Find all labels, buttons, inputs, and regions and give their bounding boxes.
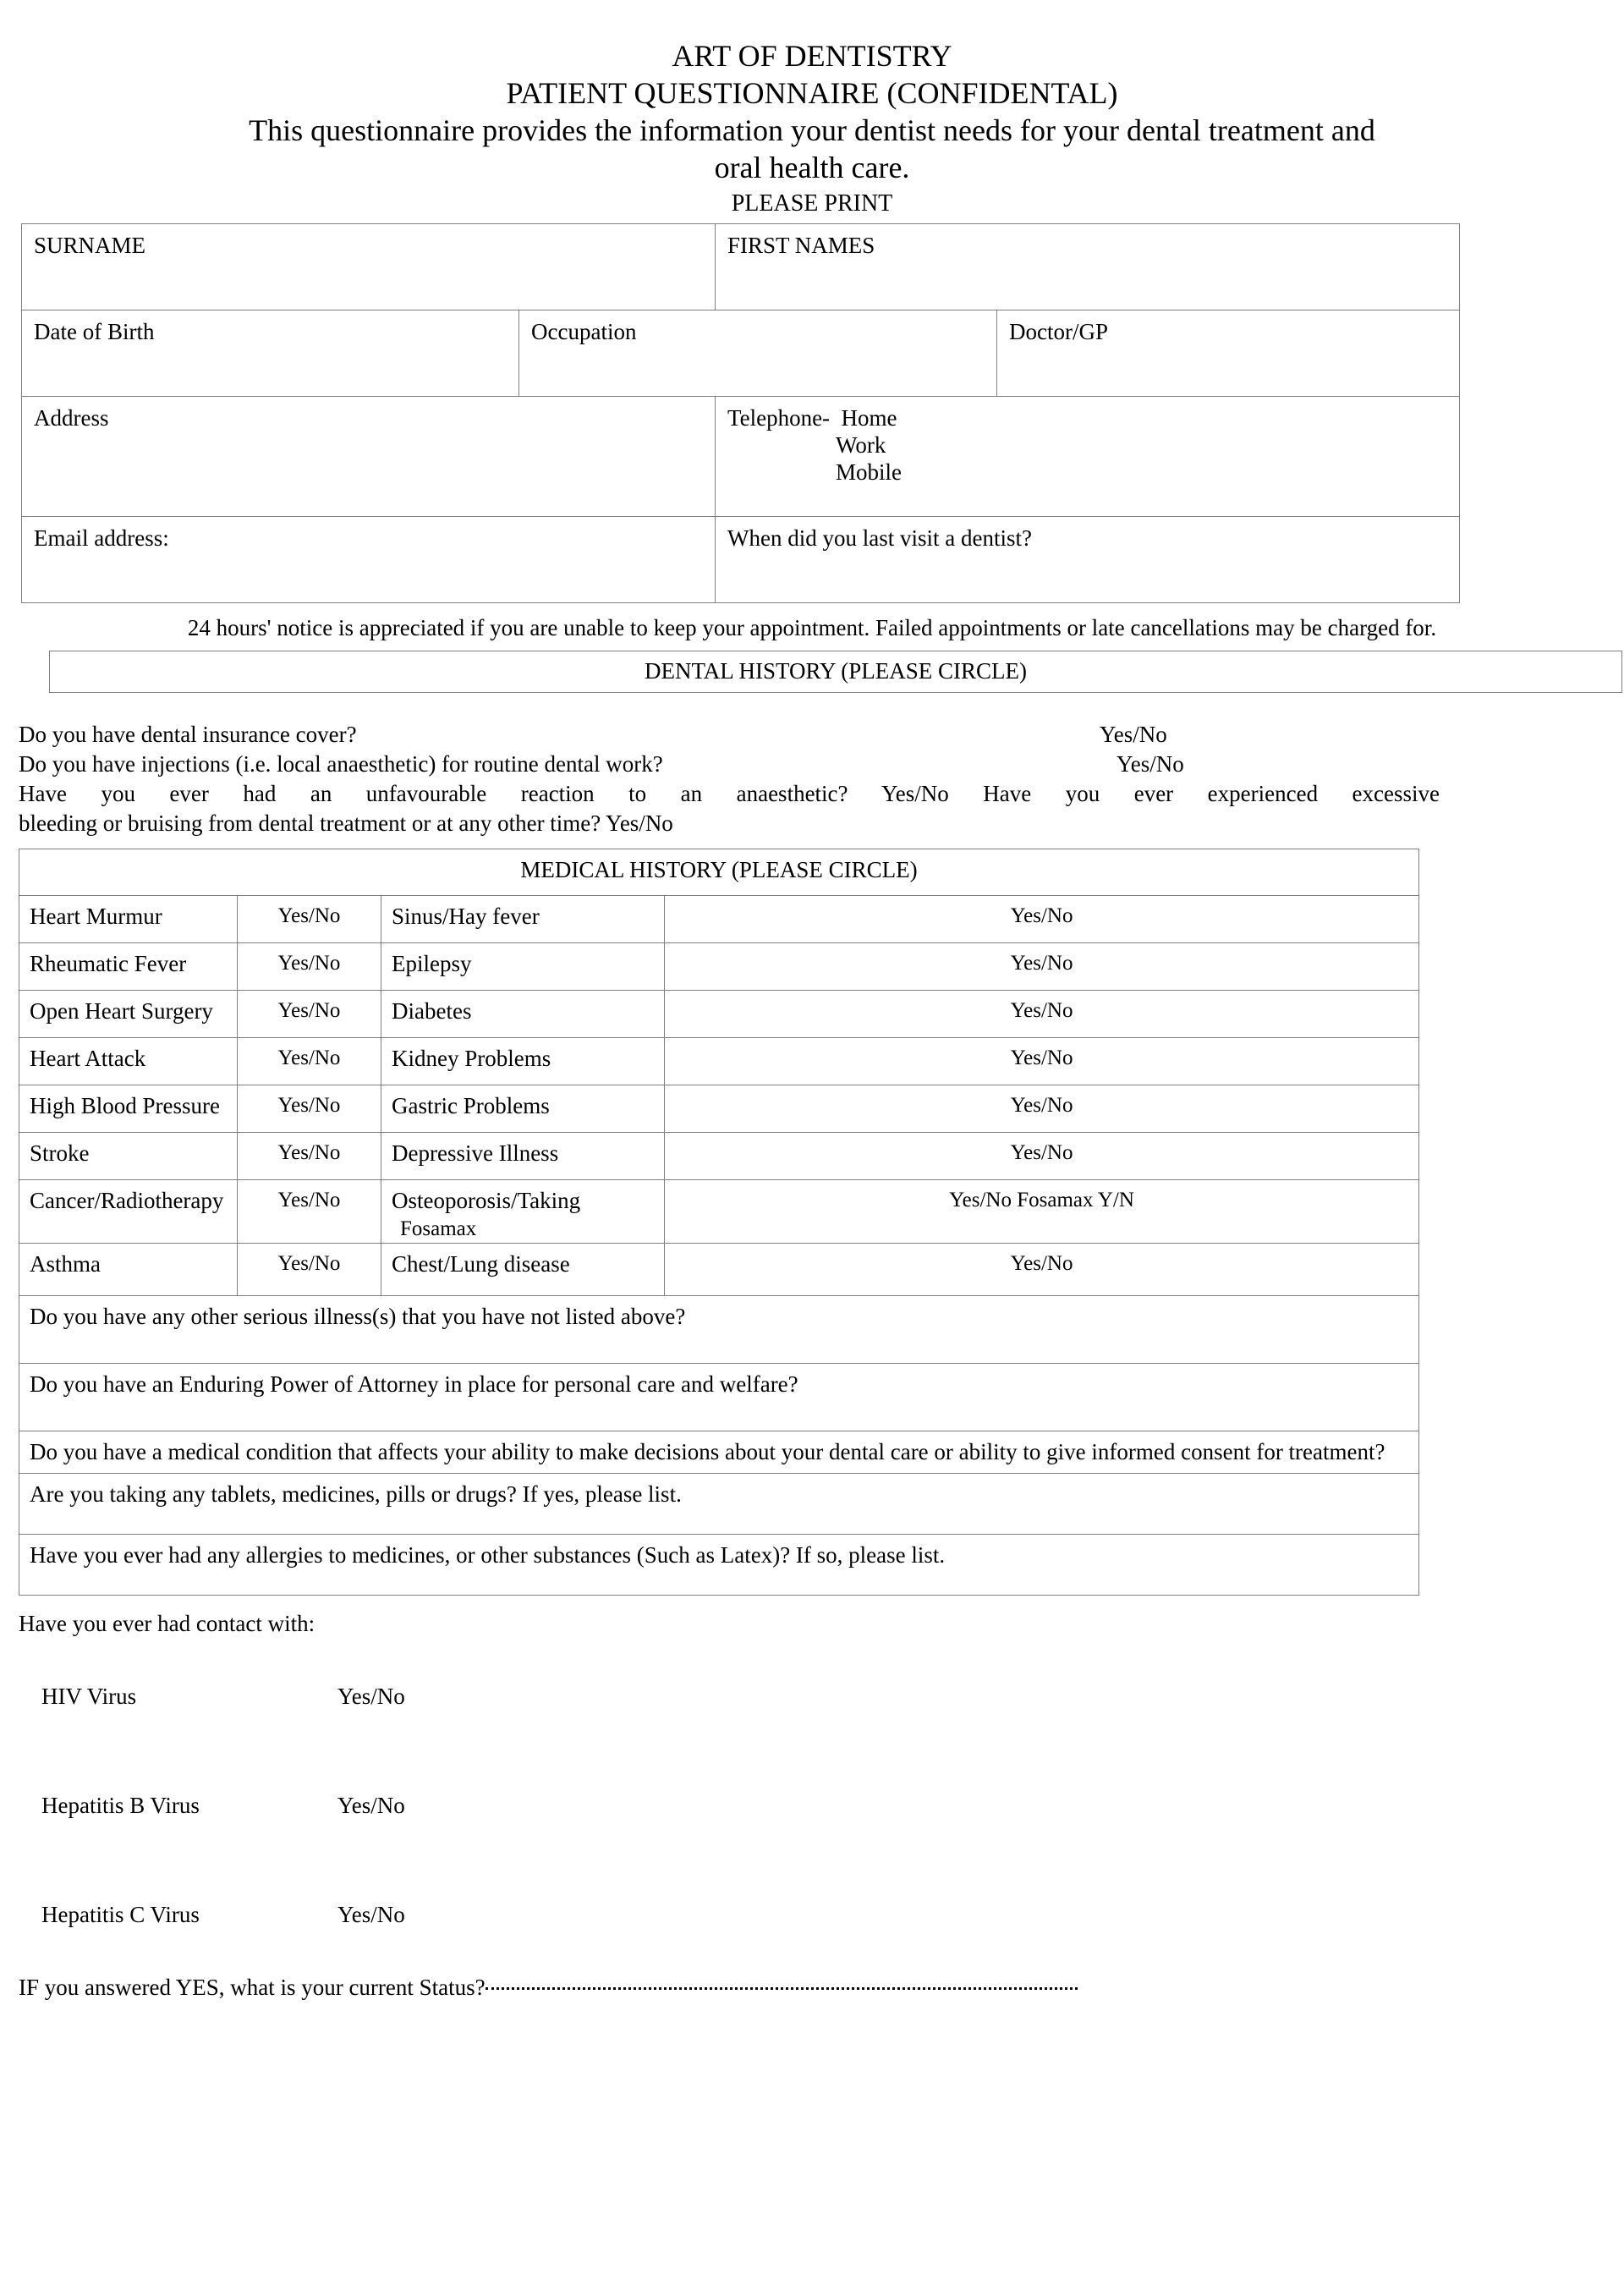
contact-history-section [19, 1606, 1624, 2006]
medical-long-question-power-of-attorney[interactable]: Do you have an Enduring Power of Attorney in place for personal care and welfare? [19, 1364, 1419, 1431]
dental-question-injections-text: Do you have injections (i.e. local anaesthetic) for routine dental work? [19, 751, 663, 777]
condition-answer[interactable]: Yes/No [238, 896, 381, 943]
current-status-label: IF you answered YES, what is your current Status? [19, 1975, 486, 2000]
occupation-field[interactable]: Occupation [519, 310, 997, 397]
condition-label: Chest/Lung disease [381, 1244, 665, 1296]
condition-answer[interactable]: Yes/No [238, 1180, 381, 1244]
condition-answer[interactable]: Yes/No [665, 991, 1419, 1038]
surname-field[interactable]: SURNAME [22, 224, 716, 310]
condition-answer[interactable]: Yes/No [665, 896, 1419, 943]
table-row [19, 1431, 1419, 1474]
telephone-mobile-label: Mobile [836, 459, 902, 485]
address-field[interactable]: Address [22, 397, 716, 517]
condition-label: Rheumatic Fever [19, 943, 238, 991]
please-print-label: PLEASE PRINT [731, 190, 893, 217]
condition-label: Asthma [19, 1244, 238, 1296]
condition-answer[interactable]: Yes/No [238, 991, 381, 1038]
table-row [19, 1364, 1419, 1431]
contact-heading: Have you ever had contact with: [19, 1611, 315, 1636]
condition-answer[interactable]: Yes/No [665, 1038, 1419, 1085]
table-row [19, 896, 1419, 943]
telephone-home-label: Telephone- Home [727, 405, 897, 431]
table-row [19, 991, 1419, 1038]
virus-label: Hepatitis C Virus [41, 1902, 200, 1927]
first-names-field[interactable]: FIRST NAMES [716, 224, 1460, 310]
current-status-question [19, 1970, 1624, 2006]
virus-label: Hepatitis B Virus [41, 1793, 200, 1818]
condition-label: Heart Murmur [19, 896, 238, 943]
table-row [19, 1038, 1419, 1085]
condition-answer[interactable]: Yes/No [238, 1085, 381, 1133]
virus-answer[interactable]: Yes/No [337, 1793, 405, 1818]
status-answer-line[interactable] [486, 1987, 1078, 1990]
condition-answer[interactable]: Yes/No [665, 943, 1419, 991]
condition-label-text: Osteoporosis/Taking [392, 1188, 581, 1213]
condition-answer[interactable]: Yes/No [238, 943, 381, 991]
condition-label: Cancer/Radiotherapy [19, 1180, 238, 1244]
table-row [19, 943, 1419, 991]
table-row [19, 1296, 1419, 1364]
condition-label [381, 1180, 665, 1244]
condition-answer[interactable]: Yes/No Fosamax Y/N [665, 1180, 1419, 1244]
dental-question-injections-answer[interactable]: Yes/No [1116, 751, 1184, 777]
dental-history-questions [19, 720, 1440, 838]
table-row [22, 224, 1460, 310]
condition-answer[interactable]: Yes/No [238, 1038, 381, 1085]
table-row [19, 1535, 1419, 1596]
condition-answer[interactable]: Yes/No [665, 1085, 1419, 1133]
dental-question-insurance [19, 720, 1440, 750]
document-header [0, 0, 1624, 218]
dental-question-anaesthetic-reaction[interactable]: Have you ever had an unfavourable reaction to an anaesthetic? Yes/No Have you ever experienced excessive [19, 781, 1440, 806]
telephone-work-label: Work [836, 432, 886, 458]
condition-label: Gastric Problems [381, 1085, 665, 1133]
medical-history-banner: MEDICAL HISTORY (PLEASE CIRCLE) [19, 849, 1419, 896]
medical-history-table [19, 849, 1419, 1596]
virus-answer[interactable]: Yes/No [337, 1902, 405, 1927]
dental-history-banner: DENTAL HISTORY (PLEASE CIRCLE) [49, 651, 1622, 693]
date-of-birth-field[interactable]: Date of Birth [22, 310, 519, 397]
table-row [19, 1244, 1419, 1296]
condition-label: Depressive Illness [381, 1133, 665, 1180]
form-title: PATIENT QUESTIONNAIRE (CONFIDENTAL) [506, 76, 1118, 110]
email-field[interactable]: Email address: [22, 517, 716, 603]
table-row [19, 1474, 1419, 1535]
condition-label: Sinus/Hay fever [381, 896, 665, 943]
condition-label: Open Heart Surgery [19, 991, 238, 1038]
medical-long-question-medications[interactable]: Are you taking any tablets, medicines, pills or drugs? If yes, please list. [19, 1474, 1419, 1535]
form-intro: This questionnaire provides the information your dentist needs for your dental treatment and oral health care. [249, 113, 1375, 184]
condition-label: High Blood Pressure [19, 1085, 238, 1133]
clinic-name: ART OF DENTISTRY [672, 39, 952, 73]
dental-question-injections [19, 750, 1440, 779]
appointment-notice: 24 hours' notice is appreciated if you are unable to keep your appointment. Failed appointments or late cancellations may be charged for. [187, 615, 1437, 640]
table-row [22, 397, 1460, 517]
condition-label: Kidney Problems [381, 1038, 665, 1085]
condition-label: Heart Attack [19, 1038, 238, 1085]
condition-label: Diabetes [381, 991, 665, 1038]
medical-long-question-other-illness[interactable]: Do you have any other serious illness(s) that you have not listed above? [19, 1296, 1419, 1364]
telephone-field[interactable] [716, 397, 1460, 517]
condition-answer[interactable]: Yes/No [238, 1244, 381, 1296]
dental-question-bleeding[interactable]: bleeding or bruising from dental treatment or at any other time? Yes/No [19, 810, 673, 836]
fosamax-label: Fosamax [400, 1217, 477, 1240]
virus-label: HIV Virus [41, 1684, 137, 1709]
last-visit-field[interactable]: When did you last visit a dentist? [716, 517, 1460, 603]
virus-answer[interactable]: Yes/No [337, 1684, 405, 1709]
condition-answer[interactable]: Yes/No [665, 1244, 1419, 1296]
medical-long-question-informed-consent[interactable]: Do you have a medical condition that affects your ability to make decisions about your dental care or ability to give informed consent for treatment? [19, 1431, 1419, 1474]
condition-label: Stroke [19, 1133, 238, 1180]
list-item [19, 1751, 1624, 1860]
table-row [19, 1180, 1419, 1244]
condition-answer[interactable]: Yes/No [665, 1133, 1419, 1180]
list-item [19, 1642, 1624, 1751]
doctor-gp-field[interactable]: Doctor/GP [997, 310, 1460, 397]
list-item [19, 1860, 1624, 1970]
medical-long-question-allergies[interactable]: Have you ever had any allergies to medicines, or other substances (Such as Latex)? If so, please list. [19, 1535, 1419, 1596]
dental-question-insurance-text: Do you have dental insurance cover? [19, 722, 357, 747]
table-row [19, 849, 1419, 896]
patient-info-table [21, 223, 1460, 603]
condition-label: Epilepsy [381, 943, 665, 991]
condition-answer[interactable]: Yes/No [238, 1133, 381, 1180]
dental-question-insurance-answer[interactable]: Yes/No [1100, 722, 1167, 747]
table-row [22, 517, 1460, 603]
table-row [19, 1085, 1419, 1133]
table-row [19, 1133, 1419, 1180]
table-row [22, 310, 1460, 397]
